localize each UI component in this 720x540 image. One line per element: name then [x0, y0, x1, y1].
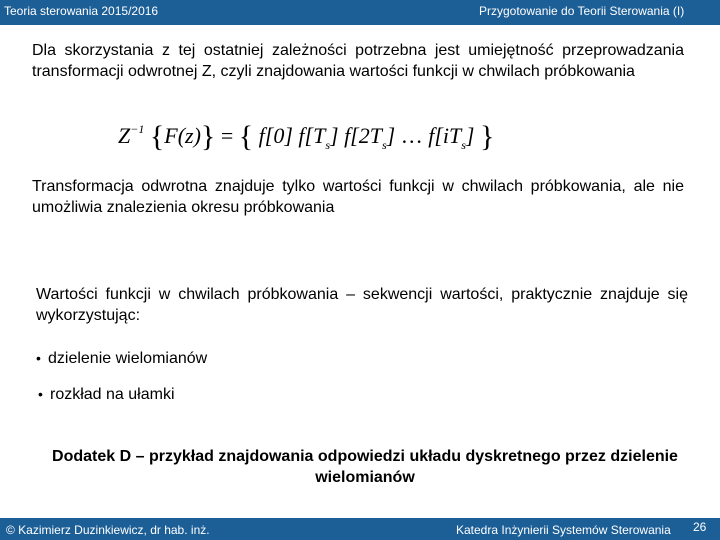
brace-open-right: { [238, 120, 254, 153]
transform-F: F(z) [164, 123, 201, 148]
bullet-item [38, 384, 175, 405]
intro-paragraph: Dla skorzystania z tej ostatniej zależności potrzebna jest umiejętność przeprowadzania transformacji odwrotnej Z, czyli znajdowania wartości funkcji w chwilach próbkowania [32, 42, 684, 80]
sample-f2Ts: f[2T [344, 123, 382, 148]
brace-close-left: } [200, 120, 216, 153]
sample-fiTs: f[iT [428, 123, 462, 148]
author-credit: © Kazimierz Duzinkiewicz, dr hab. inż. [6, 523, 210, 537]
sequence-paragraph: Wartości funkcji w chwilach próbkowania – sekwencji wartości, praktycznie znajduje się wykorzystując: [36, 286, 688, 324]
bullet-icon: • [36, 350, 41, 366]
bullet-item [36, 348, 207, 369]
transform-note-paragraph: Transformacja odwrotna znajduje tylko wartości funkcji w chwilach próbkowania, ale nie umożliwia znalezienia okresu próbkowania [32, 178, 684, 216]
addendum-note: Dodatek D – przykład znajdowania odpowiedzi układu dyskretnego przez dzielenie wielomianów [52, 448, 678, 486]
bracket-1: ] [330, 123, 339, 148]
inverse-superscript: −1 [130, 122, 145, 136]
course-title: Teoria sterowania 2015/2016 [4, 4, 159, 18]
page-number: 26 [693, 520, 707, 534]
bullet-label: dzielenie wielomianów [48, 350, 208, 367]
brace-close-right: } [479, 120, 495, 153]
inverse-z-formula [118, 120, 498, 156]
sample-fTs: f[T [298, 123, 326, 148]
footer-bar [0, 518, 720, 540]
sub-s-2: s [381, 138, 387, 152]
bullet-icon: • [38, 386, 43, 402]
section-title: Przygotowanie do Teorii Sterowania (I) [479, 4, 685, 18]
bracket-2: ] [386, 123, 396, 148]
z-operator: Z [118, 123, 131, 148]
bracket-3: ] [465, 123, 475, 148]
sub-s-1: s [325, 138, 330, 152]
department-name: Katedra Inżynierii Systemów Sterowania [456, 523, 671, 537]
header-bar [0, 0, 720, 25]
sub-s-3: s [461, 138, 466, 152]
equals-sign: = [220, 123, 234, 148]
brace-open-left: { [149, 120, 165, 153]
ellipsis: … [400, 123, 423, 148]
bullet-label: rozkład na ułamki [50, 386, 175, 403]
sample-f0: f[0] [258, 123, 293, 148]
